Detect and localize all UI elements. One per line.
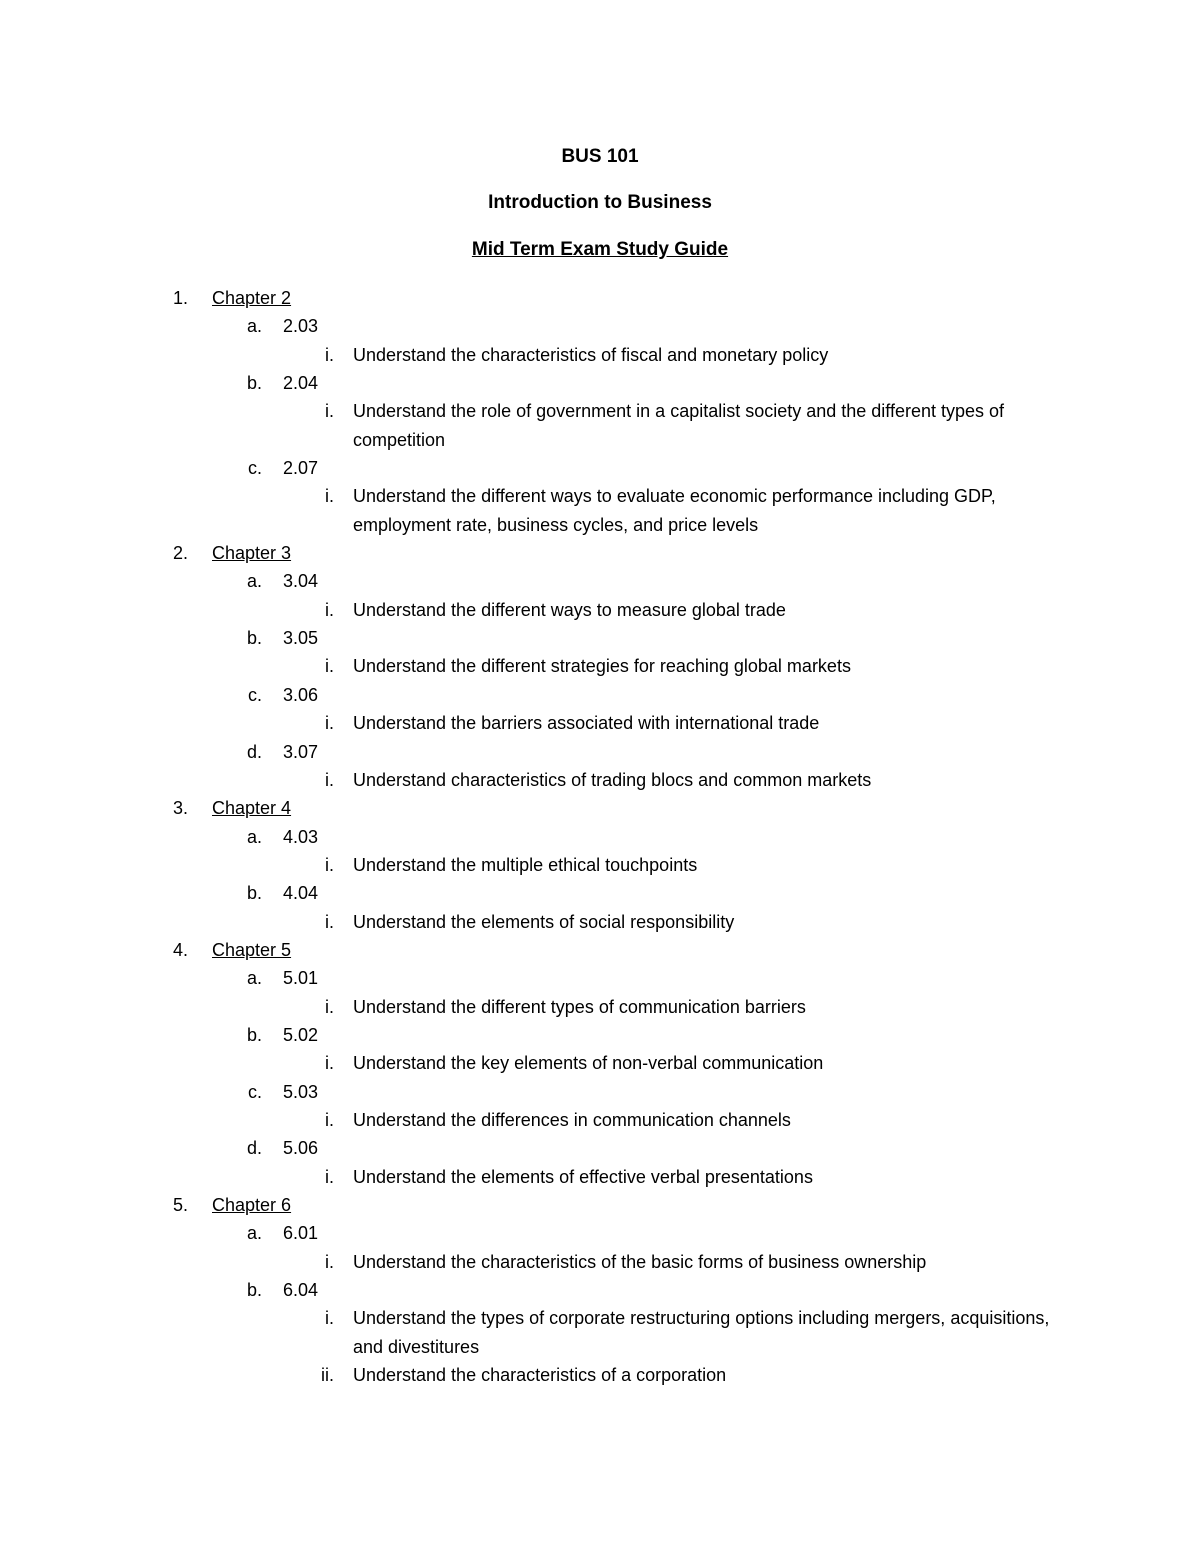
list-marker: 5. [172,1195,188,1215]
section-item [0,1219,1200,1247]
section-item [0,823,1200,851]
objective-item [0,1163,1200,1191]
objective-item [0,341,1200,369]
objective-item-text: Understand the characteristics of a corporation [353,1365,727,1386]
list-marker: d. [246,1138,262,1159]
objective-item-text: Understand the different ways to evaluate economic performance including GDP, employment rate, business cycles, and price levels [353,486,996,535]
list-marker: c. [247,684,262,705]
list-marker: i. [325,911,334,932]
section-item-text: 5.03 [283,1081,319,1102]
section-item [0,879,1200,907]
section-item-text: 2.07 [283,458,319,479]
section-item-text: 6.01 [283,1223,319,1244]
list-marker: b. [246,373,262,394]
chapter-item-text: Chapter 6 [212,1195,292,1215]
section-item [0,1276,1200,1304]
study-guide-outline [0,284,1200,1389]
section-item-text: 2.04 [283,373,319,394]
course-code: BUS 101 [561,146,639,167]
section-item-text: 4.03 [283,826,319,847]
list-marker: a. [246,316,262,337]
objective-item-text: Understand the different types of communication barriers [353,996,806,1017]
document-title: Mid Term Exam Study Guide [471,239,729,260]
objective-item-text: Understand the key elements of non-verbal communication [353,1053,824,1074]
list-marker: ii. [321,1365,334,1386]
section-item [0,964,1200,992]
list-marker: a. [246,968,262,989]
list-marker: c. [247,458,262,479]
list-marker: c. [247,1081,262,1102]
list-marker: i. [325,854,334,875]
objective-item-text: Understand characteristics of trading blocs and common markets [353,769,872,790]
section-item [0,1078,1200,1106]
chapter-item-text: Chapter 3 [212,543,292,564]
section-item [0,624,1200,652]
section-item-text: 3.06 [283,684,319,705]
list-marker: b. [246,1280,262,1301]
objective-item-text: Understand the characteristics of the basic forms of business ownership [353,1251,927,1272]
list-marker: d. [246,741,262,762]
chapter-item [0,1191,1200,1219]
section-item-text: 6.04 [283,1280,319,1301]
list-marker: i. [325,486,334,507]
list-marker: i. [325,1308,334,1329]
section-item-text: 5.02 [283,1024,319,1045]
chapter-item [0,539,1200,567]
list-marker: 4. [172,939,188,960]
objective-item [0,482,1200,539]
objective-item-text: Understand the elements of social responsibility [353,911,735,932]
objective-item [0,766,1200,794]
list-marker: 1. [172,288,188,308]
list-marker: i. [325,344,334,365]
objective-item [0,1248,1200,1276]
list-marker: i. [325,1251,334,1272]
section-item [0,369,1200,397]
section-item-text: 2.03 [283,316,319,337]
list-marker: a. [246,826,262,847]
objective-item [0,652,1200,680]
list-marker: 3. [172,798,188,819]
list-marker: i. [325,1053,334,1074]
objective-item [0,596,1200,624]
list-marker: i. [325,656,334,677]
list-marker: b. [246,628,262,649]
objective-item-text: Understand the elements of effective verbal presentations [353,1166,813,1187]
list-marker: b. [246,1024,262,1045]
objective-item-text: Understand the multiple ethical touchpoints [353,854,698,875]
chapter-item [0,794,1200,822]
objective-item [0,1049,1200,1077]
objective-item [0,908,1200,936]
list-marker: b. [246,883,262,904]
chapter-item [0,284,1200,312]
section-item [0,312,1200,340]
objective-item-text: Understand the differences in communication channels [353,1109,791,1130]
objective-item [0,851,1200,879]
list-marker: i. [325,599,334,620]
list-marker: i. [325,996,334,1017]
section-item [0,454,1200,482]
list-marker: i. [325,1109,334,1130]
section-item-text: 5.01 [283,968,319,989]
list-marker: i. [325,1166,334,1187]
objective-item [0,1361,1200,1389]
objective-item [0,1304,1200,1361]
objective-item-text: Understand the characteristics of fiscal and monetary policy [353,344,829,365]
list-marker: a. [246,1223,262,1244]
list-marker: i. [325,713,334,734]
section-item [0,738,1200,766]
section-item-text: 4.04 [283,883,319,904]
objective-item-text: Understand the barriers associated with international trade [353,713,820,734]
section-item [0,567,1200,595]
section-item-text: 5.06 [283,1138,319,1159]
chapter-item-text: Chapter 4 [212,798,292,819]
chapter-item-text: Chapter 5 [212,939,292,960]
chapter-item [0,936,1200,964]
list-marker: i. [325,401,334,422]
list-marker: i. [325,769,334,790]
objective-item-text: Understand the different ways to measure global trade [353,599,786,620]
section-item [0,1134,1200,1162]
objective-item-text: Understand the types of corporate restructuring options including mergers, acquisitions, and divestitures [353,1308,1050,1357]
section-item [0,1021,1200,1049]
section-item-text: 3.04 [283,571,319,592]
objective-item [0,1106,1200,1134]
objective-item [0,397,1200,454]
section-item-text: 3.07 [283,741,319,762]
list-marker: a. [246,571,262,592]
section-item-text: 3.05 [283,628,319,649]
list-marker: 2. [172,543,188,564]
objective-item [0,709,1200,737]
objective-item [0,993,1200,1021]
course-name: Introduction to Business [488,192,712,213]
chapter-item-text: Chapter 2 [212,288,292,308]
objective-item-text: Understand the different strategies for reaching global markets [353,656,851,677]
section-item [0,681,1200,709]
objective-item-text: Understand the role of government in a capitalist society and the different types of competition [353,401,1005,450]
